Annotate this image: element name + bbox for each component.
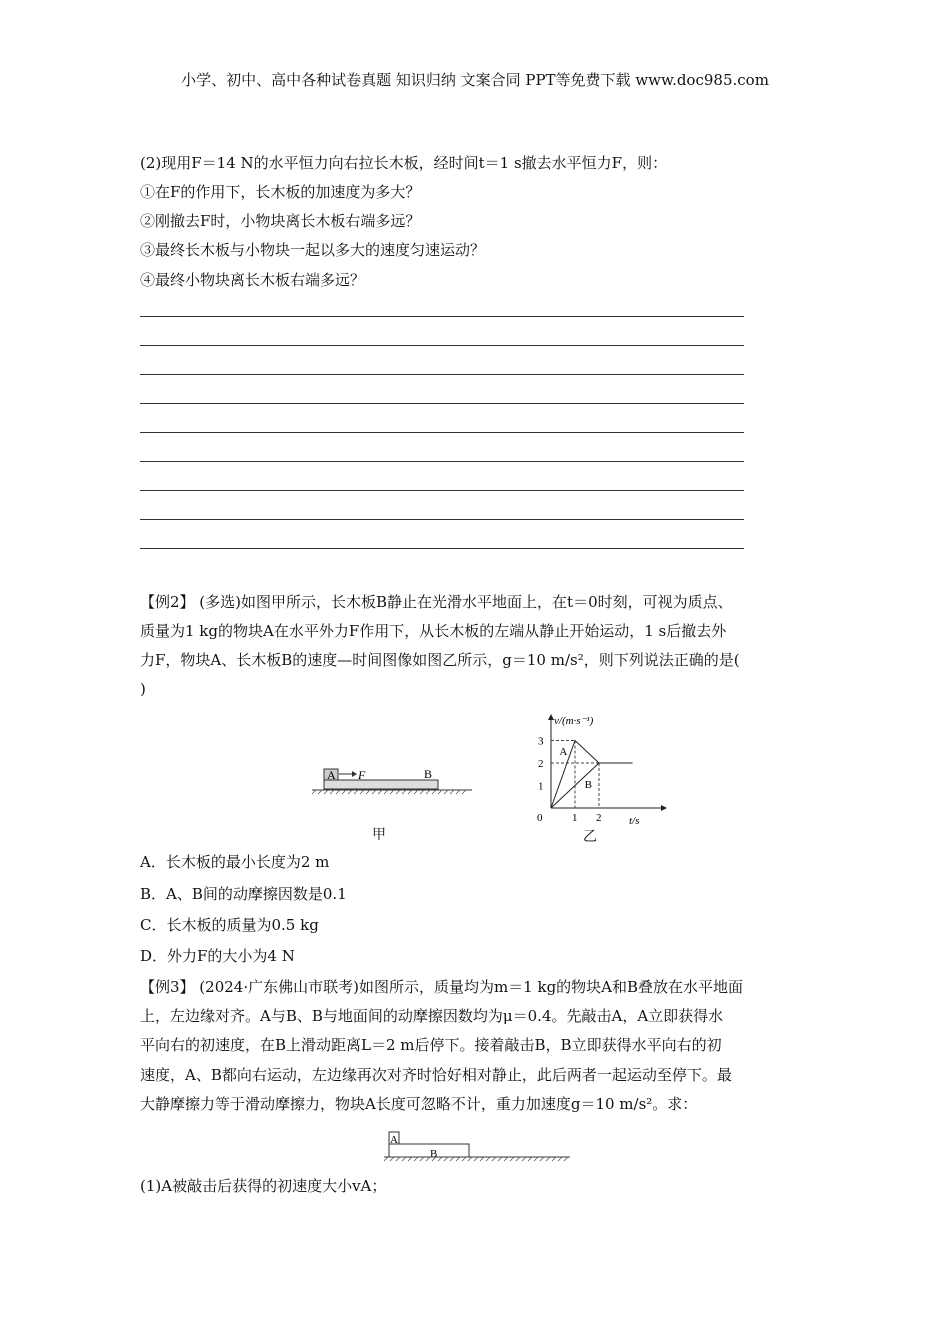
answer-line [140,548,744,549]
subquestion-4: ④最终小物块离长木板右端多远？ [140,271,366,289]
answer-line [140,374,744,375]
option-c: C．长木板的质量为0.5 kg [140,916,319,934]
example3-line: 【例3】 (2024·广东佛山市联考)如图所示，质量均为m＝1 kg的物块A和B叠放在水平地面 [140,978,744,996]
option-d: D．外力F的大小为4 N [140,947,295,965]
label-b: B [430,1148,438,1160]
option-a: A．长木板的最小长度为2 m [140,853,330,871]
answer-line [140,316,744,317]
subquestion-2: ②刚撤去F时，小物块离长木板右端多远？ [140,212,421,230]
label-b: B [424,767,433,781]
answer-line [140,403,744,404]
label-a: A [390,1134,398,1146]
example3-q1: (1)A被敲击后获得的初速度大小vA； [140,1177,387,1195]
block-b [389,1144,469,1157]
x-tick-label: 0 [537,812,543,824]
label-a: A [327,768,336,782]
answer-line [140,490,744,491]
x-axis-arrow [661,805,667,811]
y-tick-label: 3 [538,735,544,748]
option-b: B．A、B间的动摩擦因数是0.1 [140,885,347,903]
page-header: 小学、初中、高中各种试卷真题 知识归纳 文案合同 PPT等免费下载 www.doc985.com [181,71,769,89]
example3-line: 速度，A、B都向右运动，左边缘再次对齐时恰好相对静止，此后两者一起运动至停下。最 [140,1066,732,1084]
answer-line [140,461,744,462]
label-f: F [358,768,366,782]
ground-hatch [312,790,466,794]
x-tick-label: 1 [572,812,578,824]
ground-hatch [384,1157,568,1161]
figure-ab [380,1128,575,1164]
example2-line: 力F，物块A、长木板B的速度—时间图像如图乙所示，g＝10 m/s²，则下列说法正确的是( [140,651,740,669]
example3-line: 平向右的初速度，在B上滑动距离L＝2 m后停下。接着敲击B，B立即获得水平向右的初 [140,1036,722,1054]
board-b [324,780,438,789]
chart-caption: 乙 [583,829,597,845]
y-tick-label: 1 [538,780,544,793]
subquestion-1: ①在F的作用下，长木板的加速度为多大？ [140,183,421,201]
vt-chart [530,712,670,842]
figure-jia [300,760,480,800]
question-part2: (2)现用F＝14 N的水平恒力向右拉长木板，经时间t＝1 s撤去水平恒力F，则： [140,154,668,172]
example3-line: 大静摩擦力等于滑动摩擦力，物块A长度可忽略不计，重力加速度g＝10 m/s²。求： [140,1095,698,1113]
y-axis-label: v/(m·s⁻¹) [554,715,594,727]
example3-line: 上，左边缘对齐。A与B、B与地面间的动摩擦因数均为μ＝0.4。先敲击A，A立即获得水 [140,1007,724,1025]
y-tick-label: 2 [538,758,544,770]
answer-line [140,432,744,433]
series-a-label: A [559,746,568,759]
series-b-label: B [584,778,592,791]
example2-line: ) [140,680,146,698]
example2-line: 【例2】 (多选)如图甲所示，长木板B静止在光滑水平地面上，在t＝0时刻，可视为质点、 [140,593,733,611]
x-axis-label: t/s [629,815,640,827]
example2-line: 质量为1 kg的物块A在水平外力F作用下，从长木板的左端从静止开始运动，1 s后撤去外 [140,622,727,640]
answer-line [140,519,744,520]
subquestion-3: ③最终长木板与小物块一起以多大的速度匀速运动？ [140,241,486,259]
x-tick-label: 2 [596,812,602,824]
figure-jia-caption: 甲 [372,827,386,843]
answer-line [140,345,744,346]
